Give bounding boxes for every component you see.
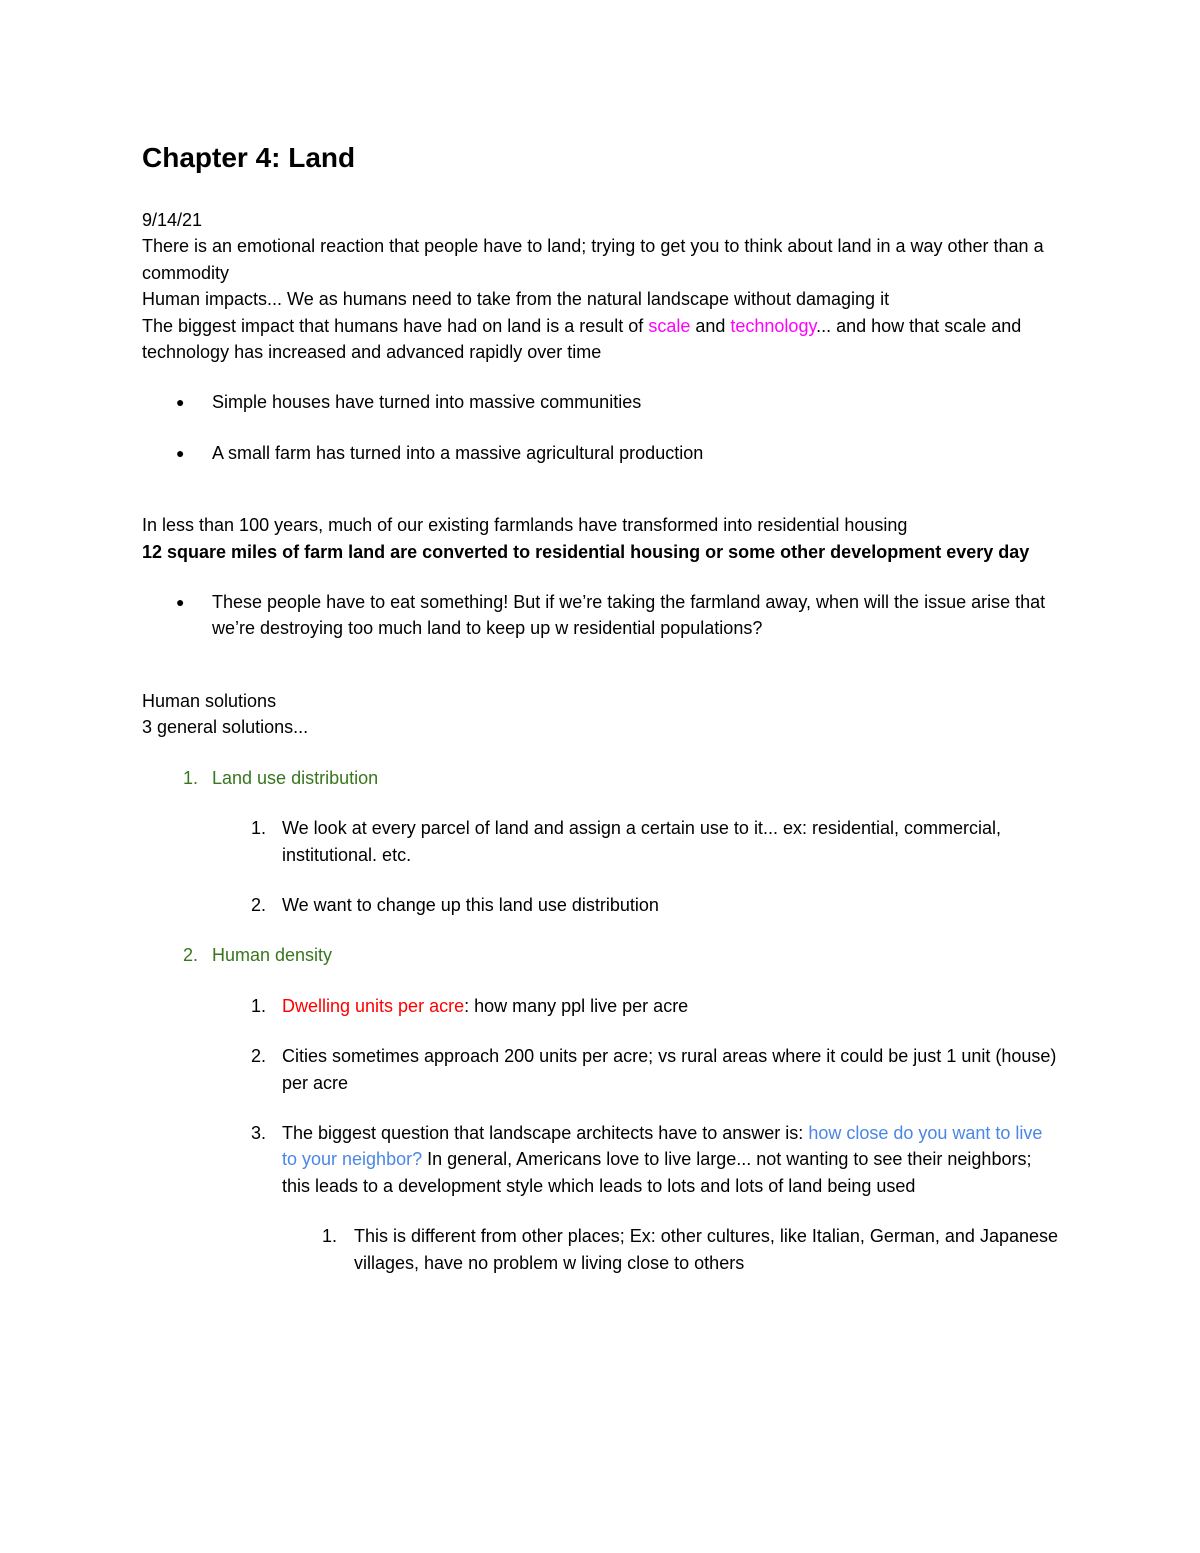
intro-text-and: and [690,315,731,336]
list-number: 1. [182,767,198,788]
list-item [142,440,1062,466]
list-item [142,389,1062,415]
sub-item-text: We look at every parcel of land and assign a certain use to it... ex: residential, commercial, institutional. etc. [282,818,1002,865]
solutions-list [142,765,1062,1276]
list-item-text: Simple houses have turned into massive communities [212,392,642,413]
list-number: 1. [321,1226,337,1247]
sub-item-text: Cities sometimes approach 200 units per acre; vs rural areas where it could be just 1 unit (house) per acre [282,1046,1057,1093]
list-item-text: A small farm has turned into a massive agricultural production [212,442,704,463]
list-number: 2. [250,1046,266,1067]
sub-list-item [142,993,1062,1019]
intro-paragraph-3 [142,313,1062,366]
sub-item-text: : how many ppl live per acre [464,995,689,1016]
bullet-list-farmland [142,589,1062,642]
intro-paragraph-2: Human impacts... We as humans need to take from the natural landscape without damaging it [142,289,890,310]
sub-list-item [142,1120,1062,1199]
list-number: 1. [250,818,266,839]
list-number: 2. [182,945,198,966]
list-number: 3. [250,1122,266,1143]
intro-paragraph-1: There is an emotional reaction that people have to land; trying to get you to think about land in a way other than a commodity [142,236,1044,283]
farmland-paragraph: In less than 100 years, much of our existing farmlands have transformed into residential housing [142,515,908,536]
bold-fact: 12 square miles of farm land are converted to residential housing or some other development every day [142,541,1030,562]
solution-item-human-density [142,942,1062,968]
solution-item-land-use [142,765,1062,791]
sub-item-text-after: In general, Americans love to live large... not wanting to see their neighbors; this leads to a development style which leads to lots and lots of land being used [282,1149,1032,1196]
list-number: 1. [250,995,266,1016]
technology-highlight: technology [730,315,817,336]
sub-item-text: We want to change up this land use distribution [282,894,659,915]
solution-label: Human density [212,945,333,966]
list-number: 2. [250,894,266,915]
solutions-heading: Human solutions [142,690,277,711]
sub-list-item [142,1043,1062,1096]
sub-list-item [142,815,1062,868]
dwelling-units-highlight: Dwelling units per acre [282,995,465,1016]
date-line: 9/14/21 [142,210,203,230]
bullet-icon: ● [176,594,185,611]
solutions-subheading: 3 general solutions... [142,717,309,738]
sub-list-item [142,892,1062,918]
sub-sub-item-text: This is different from other places; Ex: other cultures, like Italian, German, and Japanese villages, have no problem w living close to others [354,1226,1059,1273]
sub-item-text-before: The biggest question that landscape architects have to answer is: [282,1122,809,1143]
scale-highlight: scale [648,315,691,336]
bullet-icon: ● [176,394,185,411]
intro-text-before: The biggest impact that humans have had on land is a result of [142,315,649,336]
bullet-icon: ● [176,444,185,461]
question-highlight: how close do you want to live to your neighbor? [282,1122,1043,1170]
intro-text-after: ... and how that scale and technology has increased and advanced rapidly over time [142,315,1022,363]
list-item-text: These people have to eat something! But if we’re taking the farmland away, when will the issue arise that we’re destroying too much land to keep up w residential populations? [212,592,1046,639]
farmland-bold-statement [142,539,1062,565]
sub-sub-list-item [142,1223,1062,1276]
page-title: Chapter 4: Land [142,142,356,173]
document-body [142,140,1062,1276]
list-item [142,589,1062,642]
solution-label: Land use distribution [212,767,379,788]
bullet-list-impacts [142,389,1062,466]
